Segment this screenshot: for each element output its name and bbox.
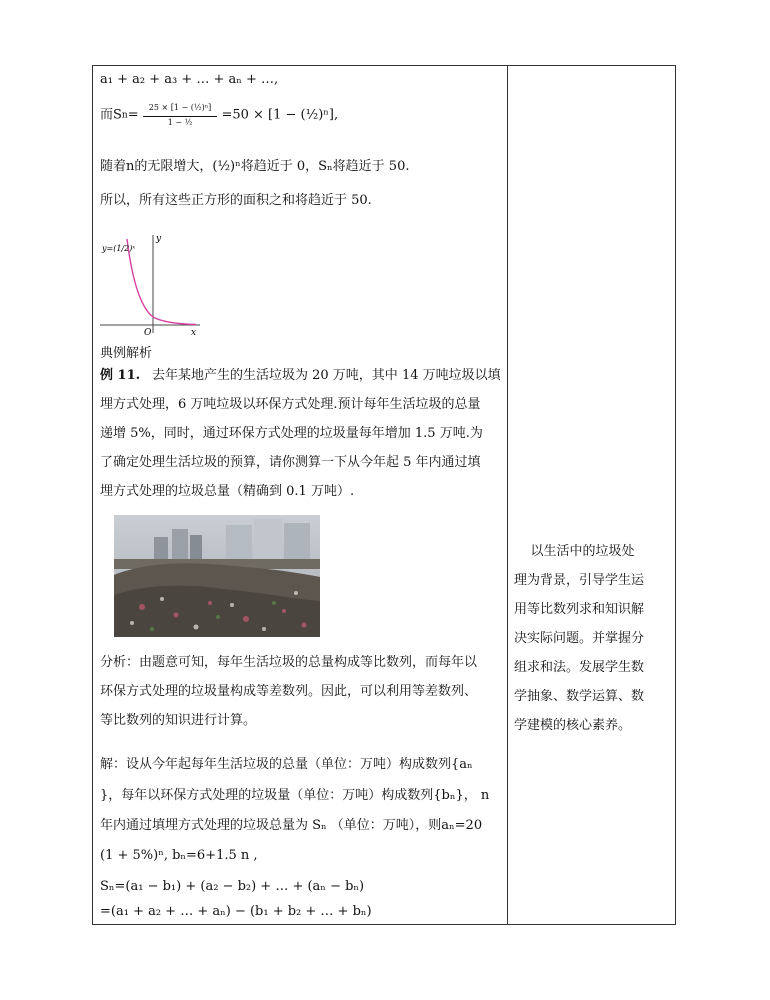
sn-prefix: 而S — [100, 107, 122, 123]
example-line: 递增 5%，同时，通过环保方式处理的垃圾量每年增加 1.5 万吨.为 — [100, 426, 483, 441]
conclusion-line: 所以，所有这些正方形的面积之和将趋近于 50. — [100, 193, 372, 208]
example-line: 了确定处理生活垃圾的预算，请你测算一下从今年起 5 年内通过填 — [100, 455, 481, 470]
sn-equals: = — [127, 107, 139, 123]
sn-formula — [100, 102, 338, 136]
solution-line: }，每年以环保方式处理的垃圾量（单位：万吨）构成数列{bₙ}， n — [100, 788, 490, 803]
solution-line: (1 + 5%)ⁿ, bₙ=6+1.5 n , — [100, 848, 258, 863]
design-intent-line: 理为背景，引导学生运 — [514, 573, 645, 588]
section-title: 典例解析 — [100, 346, 153, 361]
analysis-line: 分析：由题意可知，每年生活垃圾的总量构成等比数列，而每年以 — [100, 655, 478, 670]
analysis-line: 环保方式处理的垃圾量构成等差数列。因此，可以利用等差数列、 — [100, 684, 478, 699]
column-divider — [507, 66, 508, 924]
x-label: x — [191, 328, 197, 338]
solution-line: 年内通过填埋方式处理的垃圾总量为 Sₙ （单位：万吨），则aₙ=20 — [100, 818, 483, 833]
example-line: 埋方式处理的垃圾总量（精确到 0.1 万吨）. — [100, 484, 355, 499]
exponential-graph — [100, 229, 210, 339]
sn-fraction-den: 1 − ½ — [167, 118, 193, 127]
analysis-line: 等比数列的知识进行计算。 — [100, 713, 257, 728]
example-label: 例 11. — [100, 368, 141, 383]
origin-label: O — [144, 328, 152, 338]
design-intent-line: 组求和法。发展学生数 — [514, 660, 645, 675]
limit-line: 随着n的无限增大，(½)ⁿ将趋近于 0，Sₙ将趋近于 50. — [100, 159, 410, 174]
solution-line: 解：设从今年起每年生活垃圾的总量（单位：万吨）构成数列{aₙ — [100, 757, 473, 772]
sn-fraction — [143, 102, 218, 129]
design-intent-line: 决实际问题。并掌握分 — [514, 631, 645, 646]
lesson-table — [92, 65, 676, 925]
design-intent-line: 学建模的核心素养。 — [514, 718, 632, 733]
series-line: a₁ + a₂ + a₃ + … + aₙ + …, — [100, 72, 279, 87]
example-line: 埋方式处理，6 万吨垃圾以环保方式处理.预计每年生活垃圾的总量 — [100, 397, 481, 412]
garbage-landfill-photo — [114, 515, 320, 637]
design-intent-line: 学抽象、数学运算、数 — [514, 689, 645, 704]
sn-result: =50 × [1 − (½)ⁿ], — [221, 107, 339, 123]
sn-sub: n — [121, 110, 128, 121]
function-label: y=(1/2)ˣ — [102, 244, 136, 253]
example-line: 去年某地产生的生活垃圾为 20 万吨，其中 14 万吨垃圾以填 — [152, 368, 501, 383]
solution-line: =(a₁ + a₂ + … + aₙ) − (b₁ + b₂ + … + bₙ) — [100, 904, 372, 919]
design-intent-line: 以生活中的垃圾处 — [514, 544, 635, 559]
sn-fraction-num: 25 × [1 − (½)ⁿ] — [143, 102, 218, 117]
y-label: y — [156, 234, 162, 244]
design-intent-line: 用等比数列求和知识解 — [514, 602, 645, 617]
curve — [127, 239, 196, 325]
solution-line: Sₙ=(a₁ − b₁) + (a₂ − b₂) + … + (aₙ − bₙ) — [100, 879, 365, 894]
